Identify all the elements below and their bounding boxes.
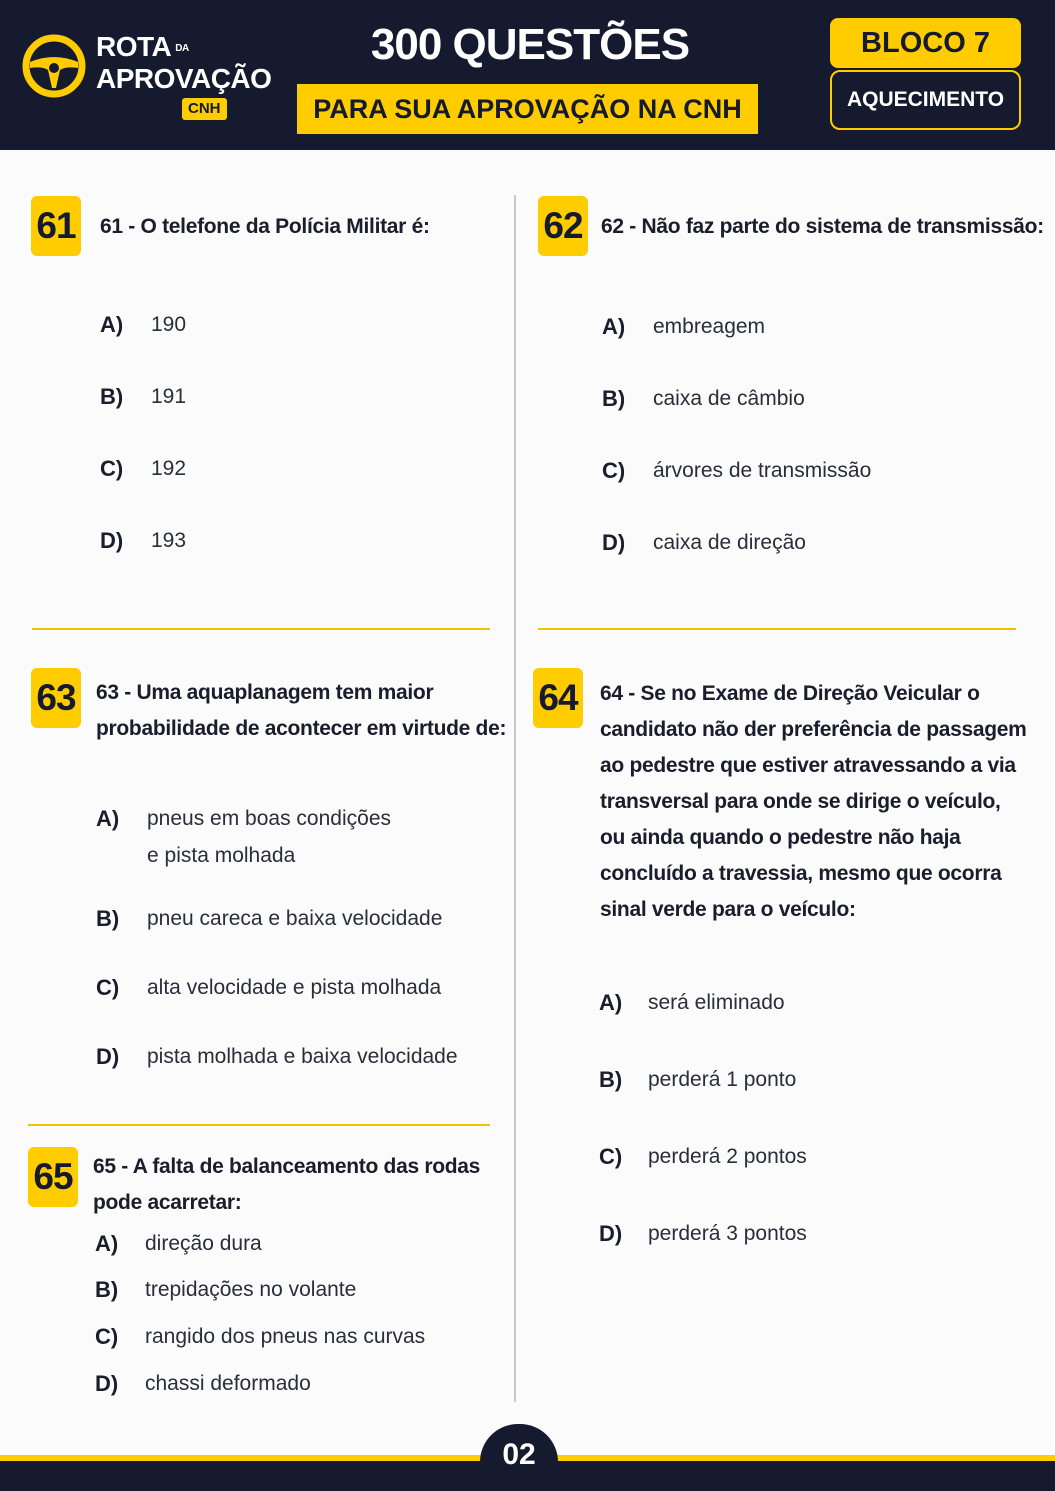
option-text[interactable]: perderá 1 ponto [648, 1068, 797, 1091]
brand-name [96, 32, 271, 94]
option-letter: C) [100, 456, 124, 481]
option-text[interactable]: trepidações no volante [145, 1278, 357, 1301]
question-text-line: sinal verde para o veículo: [600, 898, 856, 921]
question-text-line: 63 - Uma aquaplanagem tem maior [96, 681, 434, 704]
option-text[interactable]: caixa de direção [653, 531, 806, 554]
brand-logo [22, 30, 272, 125]
option-letter: C) [602, 458, 626, 483]
question-text-line: 65 - A falta de balanceamento das rodas [93, 1155, 481, 1178]
question-text-line: ou ainda quando o pedestre não haja [600, 826, 961, 849]
question-text-line: 64 - Se no Exame de Direção Veicular o [600, 682, 980, 705]
option-letter: B) [95, 1277, 119, 1302]
page-title: 300 QUESTÕES [370, 20, 690, 69]
option-text[interactable]: 191 [151, 385, 187, 408]
question-text-line: ao pedestre que estiver atravessando a via [600, 754, 1016, 777]
option-text[interactable]: perderá 3 pontos [648, 1222, 807, 1245]
option-letter: D) [95, 1371, 119, 1396]
option-letter: B) [599, 1067, 623, 1092]
option-letter: A) [96, 806, 120, 831]
page-subtitle: PARA SUA APROVAÇÃO NA CNH [297, 84, 758, 134]
option-letter: D) [100, 528, 124, 553]
option-letter: D) [602, 530, 626, 555]
section-divider [32, 628, 490, 630]
section-divider [538, 628, 1016, 630]
block-badge: BLOCO 7 [830, 18, 1021, 68]
option-letter: A) [602, 314, 626, 339]
option-letter: B) [100, 384, 124, 409]
option-text[interactable]: embreagem [653, 315, 766, 338]
question-number-badge: 65 [28, 1147, 78, 1207]
option-text[interactable]: alta velocidade e pista molhada [147, 976, 442, 999]
option-letter: D) [96, 1044, 120, 1069]
option-text[interactable] [147, 800, 391, 874]
option-text[interactable]: 192 [151, 457, 187, 480]
question-number-badge: 62 [538, 196, 588, 256]
question-text-line: pode acarretar: [93, 1191, 242, 1214]
option-text[interactable]: 193 [151, 529, 187, 552]
question-text-line: concluído a travessia, mesmo que ocorra [600, 862, 1002, 885]
question-text: 61 - O telefone da Polícia Militar é: [100, 215, 430, 238]
page-header [0, 0, 1055, 150]
question-number-badge: 64 [533, 668, 583, 728]
question-number-badge: 63 [31, 668, 81, 728]
option-text[interactable]: pneu careca e baixa velocidade [147, 907, 443, 930]
brand-small: DA [175, 42, 189, 54]
question-text [600, 676, 1027, 928]
option-text[interactable]: será eliminado [648, 991, 785, 1014]
brand-line1: ROTA [96, 31, 172, 62]
option-text[interactable]: árvores de transmissão [653, 459, 872, 482]
option-text[interactable]: caixa de câmbio [653, 387, 805, 410]
option-text[interactable]: pista molhada e baixa velocidade [147, 1045, 458, 1068]
question-number-badge: 61 [31, 196, 81, 256]
option-text[interactable]: rangido dos pneus nas curvas [145, 1325, 426, 1348]
option-text[interactable]: direção dura [145, 1232, 262, 1255]
option-text[interactable]: chassi deformado [145, 1372, 311, 1395]
option-letter: A) [100, 312, 124, 337]
option-letter: C) [95, 1324, 119, 1349]
option-letter: B) [602, 386, 626, 411]
question-text-line: transversal para onde se dirige o veículo, [600, 790, 1001, 813]
option-text-line: e pista molhada [147, 844, 296, 867]
option-text[interactable]: perderá 2 pontos [648, 1145, 807, 1168]
question-text [93, 1149, 480, 1221]
option-letter: C) [96, 975, 120, 1000]
option-text[interactable]: 190 [151, 313, 187, 336]
option-letter: B) [96, 906, 120, 931]
question-text-line: candidato não der preferência de passagem [600, 718, 1027, 741]
option-letter: C) [599, 1144, 623, 1169]
brand-line2: APROVAÇÃO [96, 62, 272, 94]
option-text-line: pneus em boas condições [147, 807, 391, 830]
brand-cnh-badge: CNH [182, 98, 227, 120]
question-text-line: probabilidade de acontecer em virtude de: [96, 717, 507, 740]
column-divider [514, 195, 516, 1402]
option-letter: A) [599, 990, 623, 1015]
steering-wheel-icon [22, 30, 86, 102]
section-divider [28, 1124, 490, 1126]
question-text [96, 675, 506, 747]
question-text: 62 - Não faz parte do sistema de transmissão: [601, 215, 1044, 238]
page-number: 02 [480, 1424, 558, 1491]
option-letter: A) [95, 1231, 119, 1256]
option-letter: D) [599, 1221, 623, 1246]
warmup-badge: AQUECIMENTO [830, 70, 1021, 130]
